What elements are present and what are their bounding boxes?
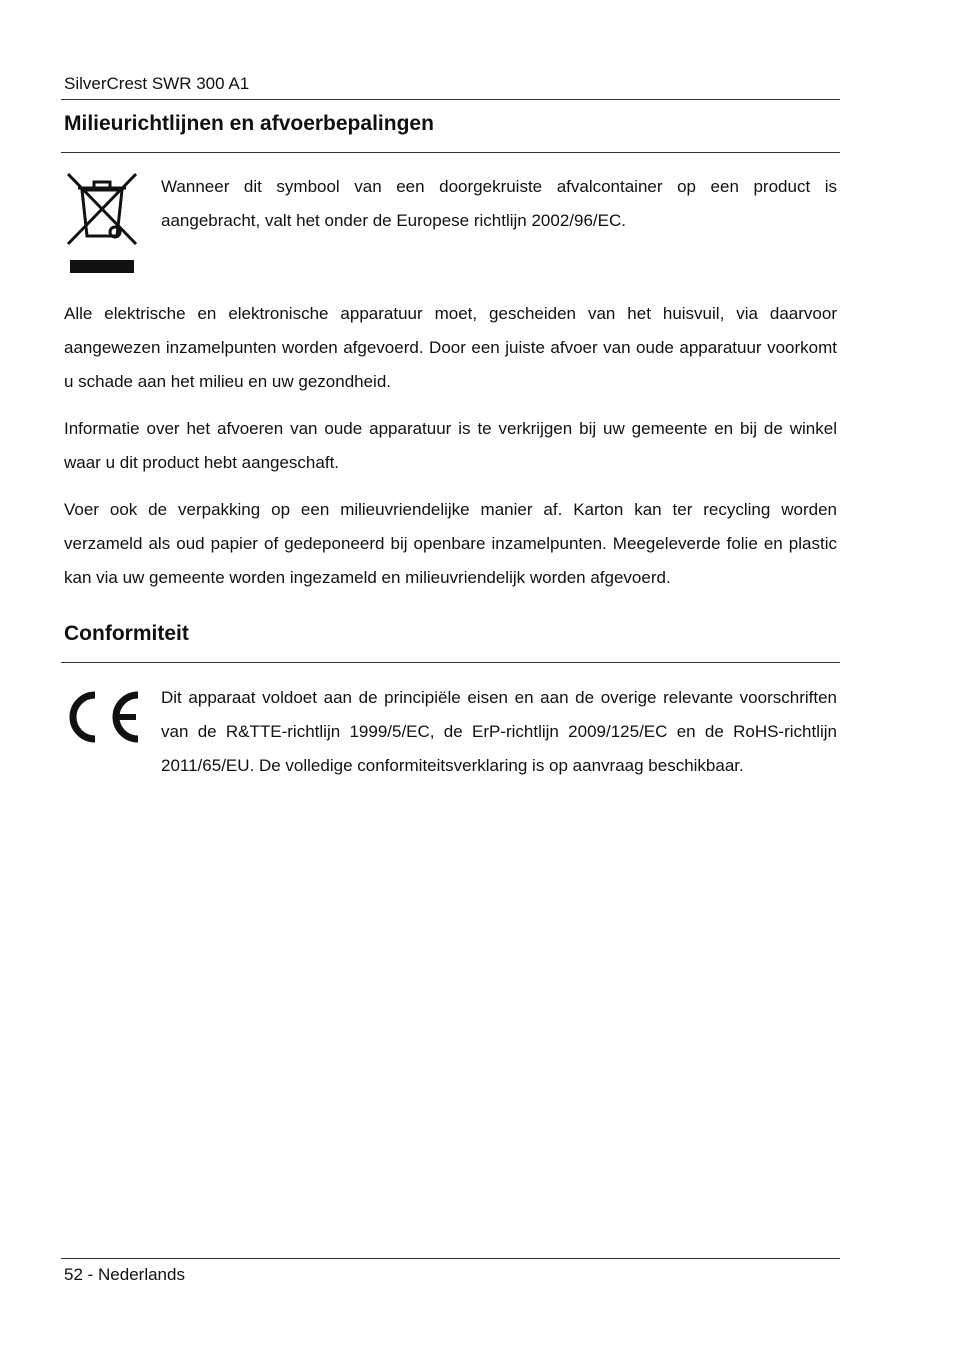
section-divider xyxy=(61,152,840,153)
page-number: 52 - Nederlands xyxy=(64,1265,185,1284)
running-header: SilverCrest SWR 300 A1 xyxy=(64,74,250,93)
section-divider xyxy=(61,662,840,663)
section-title-environment: Milieurichtlijnen en afvoerbepalingen xyxy=(64,112,434,135)
ce-mark-icon xyxy=(66,690,142,749)
crossed-out-wheelie-bin-icon xyxy=(64,170,140,281)
footer-divider xyxy=(61,1258,840,1259)
weee-intro-text: Wanneer dit symbool van een doorgekruiste afvalcontainer op een product is aangebracht, valt het onder de Europese richtlijn 2002/96/EC. xyxy=(161,177,837,230)
section-title-conformity: Conformiteit xyxy=(64,622,189,645)
conformity-text: Dit apparaat voldoet aan de principiële eisen en aan de overige relevante voorschriften van de R&TTE-richtlijn 1999/5/EC, de ErP-richtlijn 2009/125/EC en de RoHS-richtlijn 2011/65/EU. De volledige conformiteitsverklaring is op aanvraag beschikbaar. xyxy=(161,688,837,775)
paragraph-separate-collection: Alle elektrische en elektronische apparatuur moet, gescheiden van het huisvuil, via daarvoor aangewezen inzamelpunten worden afgevoerd. Door een juiste afvoer van oude apparatuur voorkomt u schade aan het milieu en uw gezondheid. xyxy=(64,304,837,391)
header-divider xyxy=(61,99,840,100)
paragraph-packaging-disposal: Voer ook de verpakking op een milieuvriendelijke manier af. Karton kan ter recycling worden verzameld als oud papier of gedeponeerd bij openbare inzamelpunten. Meegeleverde folie en plastic kan via uw gemeente worden ingezameld en milieuvriendelijk worden afgevoerd. xyxy=(64,500,837,587)
paragraph-disposal-information: Informatie over het afvoeren van oude apparatuur is te verkrijgen bij uw gemeente en bij de winkel waar u dit product hebt aangeschaft. xyxy=(64,419,837,472)
